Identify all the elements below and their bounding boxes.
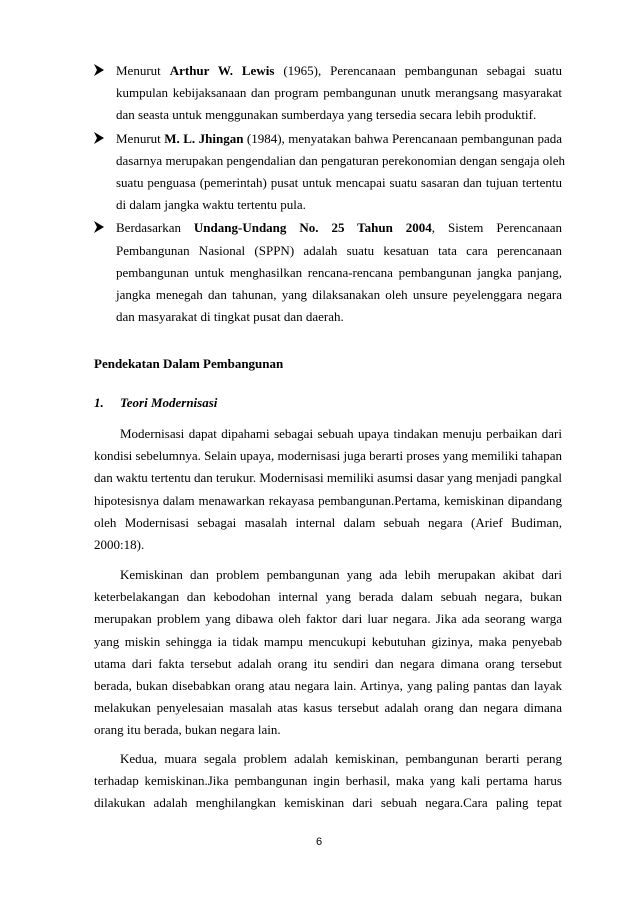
bullet-line: Menurut M. L. Jhingan (1984), menyatakan bahwa Perencanaan pembangunan pada: [116, 130, 563, 146]
paragraph-kemiskinan: [94, 564, 562, 742]
page-number: 6: [315, 836, 323, 848]
bullet-item: [94, 60, 562, 127]
bullet-line: dan masyarakat di tingkat pusat dan daerah.: [116, 309, 344, 325]
bullet-line: kumpulan kebijaksanaan dan program pembangunan unutk merangsang masyarakat: [116, 85, 562, 101]
paragraph-modernisasi: [94, 423, 562, 556]
bullet-line: di dalam jangka waktu tertentu pula.: [116, 197, 306, 213]
paragraph-line: dilakukan adalah menghilangkan kemiskinan dari sebuah negara.Cara paling tepat: [94, 795, 562, 811]
arrow-bullet-icon: [94, 132, 104, 144]
arrow-bullet-icon: [94, 221, 104, 233]
bullet-line: dan seasta untuk menggunakan sumberdaya yang tersedia secara lebih produktif.: [116, 107, 537, 123]
bullet-list: [94, 60, 566, 329]
subsection-heading: [94, 392, 217, 414]
paragraph-line: Modernisasi dapat dipahami sebagai sebuah upaya tindakan menuju perbaikan dari: [120, 426, 562, 441]
paragraph-line: hipotesisnya dalam menawarkan rekayasa pembangunan.Pertama, kemiskinan dipandang: [94, 492, 562, 508]
paragraph-kedua: [94, 748, 562, 815]
paragraph-line: Kemiskinan dan problem pembangunan yang ada lebih merupakan akibat dari: [120, 567, 562, 582]
paragraph-line: keterbelakangan dan kebodohan internal yang berada dalam sebuah negara, bukan: [94, 589, 562, 605]
subsection-title: Teori Modernisasi: [120, 395, 218, 410]
paragraph-line: merupakan problem yang dibawa oleh faktor dari luar negara. Jika ada seorang warga: [94, 611, 562, 627]
paragraph-line: melakukan penyelesaian masalah atas kasus tersebut adalah orang dan negara dimana: [94, 700, 562, 716]
bullet-line: Menurut Arthur W. Lewis (1965), Perencanaan pembangunan sebagai suatu: [116, 63, 562, 78]
paragraph-line: utama dari fakta tersebut adalah orang itu sendiri dan negara dimana orang tersebut: [94, 655, 562, 671]
arrow-bullet-icon: [94, 64, 104, 76]
bold-reference: Undang-Undang No. 25 Tahun 2004: [193, 220, 432, 236]
paragraph-line: dan waktu tertentu dan terukur. Modernisasi memiliki asumsi dasar yang menjadi pangkal: [94, 470, 562, 486]
paragraph-line: orang itu berada, bukan negara lain.: [94, 722, 281, 738]
bullet-item: [94, 217, 562, 328]
bullet-line: pembangunan untuk menghasilkan rencana-rencana pembangunan jangka panjang,: [116, 264, 562, 280]
bullet-line: dasarnya merupakan pengendalian dan pengaturan perekonomian dengan sengaja oleh: [116, 152, 566, 168]
bullet-item: [94, 128, 566, 217]
subsection-number: 1.: [94, 395, 104, 410]
bullet-line: Pembangunan Nasional (SPPN) adalah suatu kesatuan tata cara perencanaan: [116, 242, 562, 258]
paragraph-line: Kedua, muara segala problem adalah kemiskinan, pembangunan berarti perang: [120, 751, 562, 766]
bullet-line: Berdasarkan Undang-Undang No. 25 Tahun 2004, Sistem Perencanaan: [116, 220, 563, 236]
paragraph-line: kondisi sebelumnya. Selain upaya, modernisasi juga berarti proses yang memiliki tahapan: [94, 448, 562, 464]
bold-reference: Arthur W. Lewis: [169, 63, 275, 78]
bullet-line: jangka menegah dan tahunan, yang dilaksanakan oleh unsure peyelenggara negara: [116, 286, 562, 302]
bullet-line: suatu penguasa (pemerintah) pusat untuk mencapai suatu sasaran dan tujuan tertentu: [116, 174, 562, 190]
paragraph-line: berada, bukan disebabkan orang atau negara lain. Artinya, yang paling pantas dan layak: [94, 677, 562, 693]
bold-reference: M. L. Jhingan: [164, 130, 244, 146]
section-heading: Pendekatan Dalam Pembangunan: [94, 356, 284, 371]
paragraph-line: terhadap kemiskinan.Jika pembangunan ingin berhasil, maka yang kali pertama harus: [94, 773, 562, 789]
paragraph-line: yang miskin sehingga ia tidak mampu mencukupi kebutuhan gizinya, maka penyebab: [94, 633, 562, 649]
paragraph-line: 2000:18).: [94, 536, 145, 552]
paragraph-line: oleh Modernisasi sebagai masalah internal dalam sebuah negara (Arief Budiman,: [94, 514, 562, 530]
